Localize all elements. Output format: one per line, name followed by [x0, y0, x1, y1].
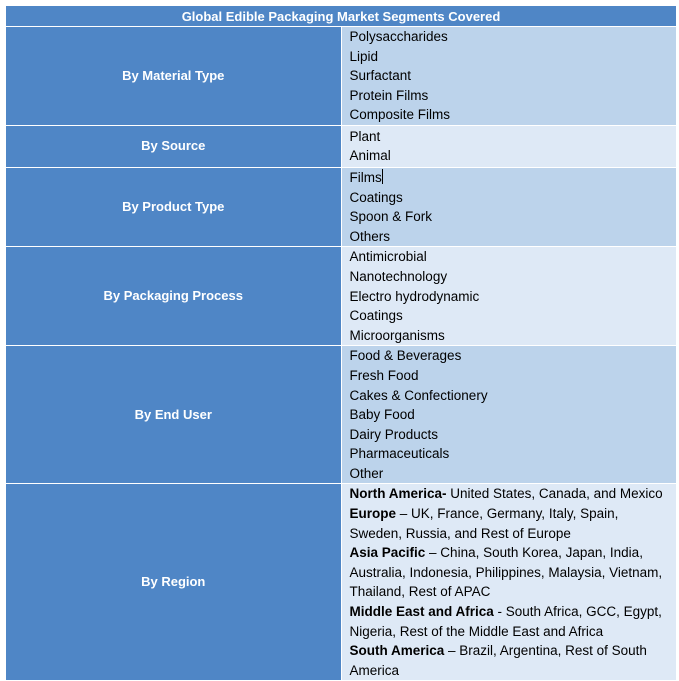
segment-header: By Packaging Process	[6, 247, 342, 346]
segment-header: By End User	[6, 346, 342, 484]
region-entry	[350, 543, 673, 602]
region-detail: – Brazil, Argentina, Rest of South America	[349, 643, 647, 678]
segment-header: By Region	[6, 484, 342, 681]
segment-items	[341, 247, 677, 346]
list-item: Nanotechnology	[349, 268, 448, 284]
segments-table	[5, 5, 677, 681]
region-detail: – UK, France, Germany, Italy, Spain, Sweden, Russia, and Rest of Europe	[349, 506, 619, 541]
editable-list-item[interactable]	[350, 168, 677, 188]
list-item: Electro hydrodynamic	[349, 288, 480, 304]
list-item: Dairy Products	[349, 426, 439, 442]
region-detail: - South Africa, GCC, Egypt, Nigeria, Rest of the Middle East and Africa	[349, 604, 662, 639]
region-name: Asia Pacific	[349, 545, 426, 561]
list-item: Protein Films	[349, 87, 429, 103]
segment-items	[341, 484, 677, 681]
list-item: Polysaccharides	[349, 29, 448, 44]
region-detail: – China, South Korea, Japan, India, Australia, Indonesia, Philippines, Malaysia, Vietnam, Thailand, Rest of APAC	[349, 545, 663, 600]
segment-row-source	[6, 125, 677, 167]
text-cursor	[382, 169, 383, 184]
list-item: Plant	[349, 128, 381, 144]
list-item: Animal	[349, 148, 391, 164]
segment-row-material-type	[6, 27, 677, 126]
segment-header: By Source	[6, 125, 342, 167]
region-entry	[350, 504, 673, 543]
region-name: Middle East and Africa	[349, 604, 494, 620]
list-item: Coatings	[349, 189, 403, 205]
segment-header: By Product Type	[6, 167, 342, 246]
list-item: Microorganisms	[349, 327, 445, 343]
list-item: Films	[349, 169, 382, 185]
segment-row-packaging-process	[6, 247, 677, 346]
segment-row-region	[6, 484, 677, 681]
list-item: Fresh Food	[349, 367, 419, 383]
list-item: Lipid	[349, 48, 379, 64]
list-item: Pharmaceuticals	[349, 446, 450, 462]
segment-items	[341, 346, 677, 484]
segment-row-end-user	[6, 346, 677, 484]
region-entry	[350, 484, 673, 504]
region-name: North America-	[349, 486, 447, 502]
list-item: Spoon & Fork	[349, 209, 433, 225]
list-item: Others	[349, 228, 391, 244]
segment-items	[341, 125, 677, 167]
list-item: Coatings	[349, 308, 403, 324]
region-detail: United States, Canada, and Mexico	[446, 486, 663, 502]
segment-items	[341, 167, 677, 246]
segment-items	[341, 27, 677, 126]
list-item: Baby Food	[349, 407, 415, 423]
segment-row-product-type	[6, 167, 677, 246]
region-name: Europe	[349, 506, 397, 522]
list-item: Cakes & Confectionery	[349, 387, 488, 403]
table-title: Global Edible Packaging Market Segments Covered	[6, 6, 677, 27]
list-item: Antimicrobial	[349, 249, 427, 265]
region-name: South America	[349, 643, 445, 659]
region-entry	[350, 641, 673, 680]
segment-header: By Material Type	[6, 27, 342, 126]
list-item: Other	[349, 465, 384, 481]
list-item: Surfactant	[349, 68, 412, 84]
list-item: Food & Beverages	[349, 348, 462, 364]
list-item: Composite Films	[349, 107, 451, 123]
